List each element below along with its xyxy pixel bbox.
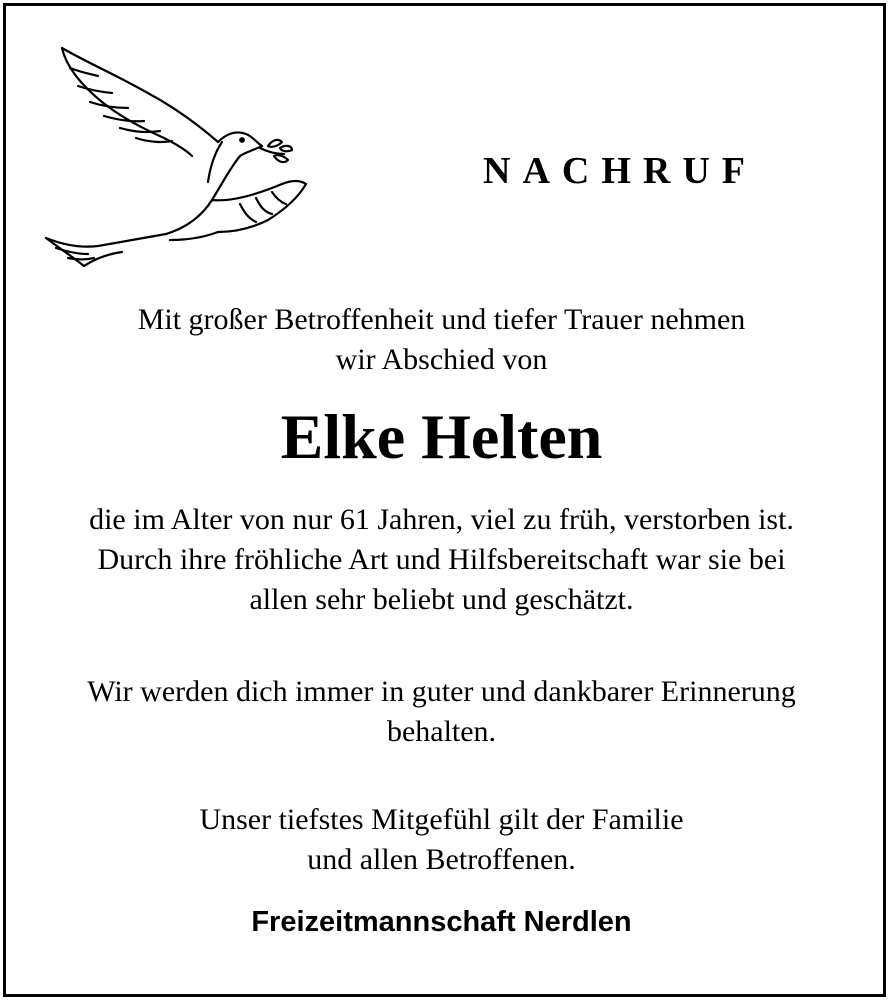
paragraph-line: Wir werden dich immer in guter und dankbarer Erinnerung (87, 675, 796, 708)
dove-icon (36, 42, 316, 277)
intro-text (0, 300, 883, 380)
intro-line: Mit großer Betroffenheit und tiefer Trauer nehmen (137, 303, 746, 336)
paragraph-remembrance (0, 672, 883, 752)
intro-line: wir Abschied von (335, 343, 548, 376)
paragraph-condolence (0, 800, 883, 880)
paragraph-line: Unser tiefstes Mitgefühl gilt der Familie (199, 803, 684, 836)
signature: Freizeitmannschaft Nerdlen (251, 906, 632, 938)
paragraph-line: und allen Betroffenen. (307, 843, 576, 876)
deceased-name: Elke Helten (280, 401, 603, 472)
paragraph-tribute (0, 500, 883, 620)
paragraph-line: allen sehr beliebt und geschätzt. (249, 583, 634, 616)
paragraph-line: die im Alter von nur 61 Jahren, viel zu früh, verstorben ist. (89, 503, 794, 536)
paragraph-line: Durch ihre fröhliche Art und Hilfsbereitschaft war sie bei (97, 543, 786, 576)
paragraph-line: behalten. (386, 715, 497, 748)
notice-heading: NACHRUF (483, 150, 757, 192)
